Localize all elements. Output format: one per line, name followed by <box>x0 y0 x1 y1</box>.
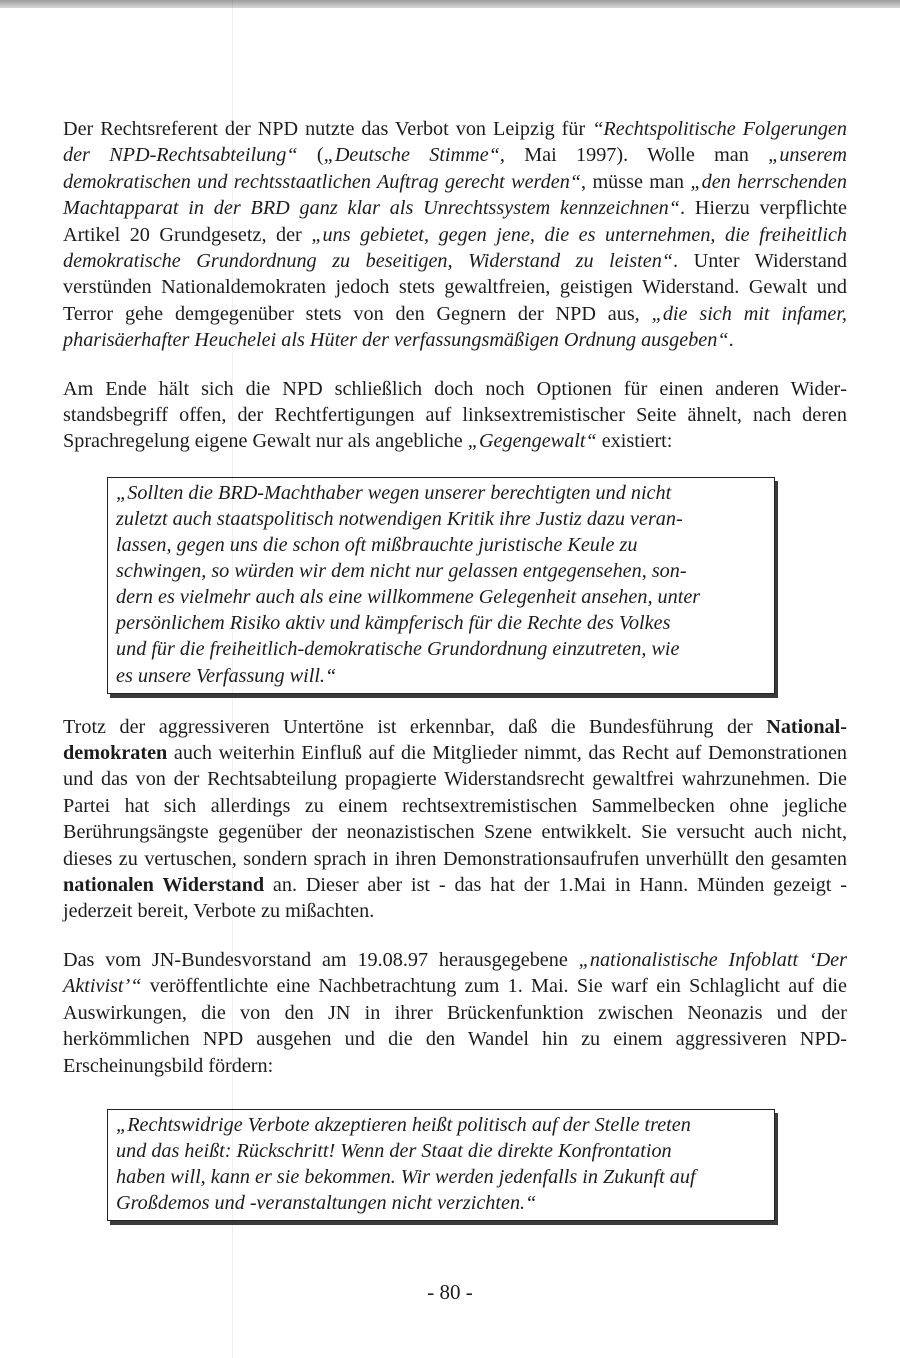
quote-line: lassen, gegen uns die schon oft mißbrauchte juristische Keule zu <box>116 534 638 557</box>
quote-line: haben will, kann er sie bekommen. Wir werden jedenfalls in Zukunft auf <box>116 1166 696 1189</box>
quote-line: schwingen, so würden wir dem nicht nur gelassen entgegensehen, son- <box>116 560 687 583</box>
paragraph-2: Am Ende hält sich die NPD schließlich doch noch Optionen für einen anderen Widerstandsbegriff offen, der Rechtfertigungen auf linksextremistischer Seite ähnelt, nach deren Sprachregelung eigene Gewalt nur als angebliche „Gegengewalt“ existiert: <box>63 377 847 453</box>
page-number: - 80 - <box>427 1280 473 1304</box>
quote-line: zuletzt auch staatspolitisch notwendigen Kritik ihre Justiz dazu veran- <box>116 507 683 530</box>
quote-line: Großdemos und -veranstaltungen nicht verzichten.“ <box>116 1192 537 1215</box>
scan-top-border <box>0 0 900 8</box>
page-body <box>63 116 847 1221</box>
quote-line: „Sollten die BRD-Machthaber wegen unserer berechtigten und nicht <box>116 481 672 504</box>
quote-line: und das heißt: Rückschritt! Wenn der Staat die direkte Konfrontation <box>116 1140 672 1162</box>
quote-box-1 <box>107 477 775 694</box>
paragraph-4: Das vom JN-Bundesvorstand am 19.08.97 herausgegebene „nationalistische Infoblatt ‘Der Aktivist’“ veröffentlichte eine Nachbetrachtung zum 1. Mai. Sie warf ein Schlaglicht auf die Auswirkungen, die von den JN in ihrer Brückenfunktion zwischen Neonazis und der herkömmlichen NPD ausgehen und die den Wandel hin zu einem aggressiveren NPD-Erscheinungsbild fördern: <box>63 948 847 1077</box>
quote-line: „Rechtswidrige Verbote akzeptieren heißt politisch auf der Stelle treten <box>116 1113 691 1136</box>
quote-box-2 <box>107 1109 775 1221</box>
quote-line: dern es vielmehr auch als eine willkommene Gelegenheit ansehen, unter <box>116 586 701 609</box>
paragraph-1: Der Rechtsreferent der NPD nutzte das Verbot von Leipzig für “Rechtspolitische Folgerungen der NPD-Rechtsabteilung“ („Deutsche Stimme“, Mai 1997). Wolle man „unserem demokratischen und rechtsstaatlichen Auftrag gerecht werden“, müsse man „den herrschenden Machtapparat in der BRD ganz klar als Unrechtssystem kennzeichnen“. Hierzu verpflichte Artikel 20 Grundgesetz, der „uns gebietet, gegen jene, die es unternehmen, die freiheitlich demokratische Grundordnung zu beseitigen, Widerstand zu leisten“. Unter Widerstand verstünden Nationaldemokraten jedoch stets gewaltfreien, geistigen Widerstand. Gewalt und Terror gehe demgegenüber stets von den Gegnern der NPD aus, „die sich mit infamer, pharisäerhafter Heuchelei als Hüter der verfassungsmäßigen Ordnung ausgeben“. <box>63 118 847 352</box>
paragraph-3: Trotz der aggressiveren Untertöne ist erkennbar, daß die Bundesführung der Nationaldemokraten auch weiterhin Einfluß auf die Mitglieder nimmt, das Recht auf Demonstrationen und das von der Rechtsabteilung propagierte Widerstandsrecht gewaltfrei wahrzunehmen. Die Partei hat sich allerdings zu einem rechtsextremistischen Sammelbecken ohne jegliche Berührungsängste gegenüber der neonazistischen Szene entwikkelt. Sie versucht auch nicht, dieses zu vertuschen, sondern sprach in ihren Demonstrationsaufrufen unverhüllt den gesamten nationalen Widerstand an. Dieser aber ist - das hat der 1.Mai in Hann. Münden gezeigt - jederzeit bereit, Verbote zu mißachten. <box>63 715 847 923</box>
quote-line: und für die freiheitlich-demokratische Grundordnung einzutreten, wie <box>116 638 680 661</box>
quote-line: es unsere Verfassung will.“ <box>116 664 337 687</box>
quote-line: persönlichem Risiko aktiv und kämpferisch für die Rechte des Volkes <box>116 612 671 635</box>
